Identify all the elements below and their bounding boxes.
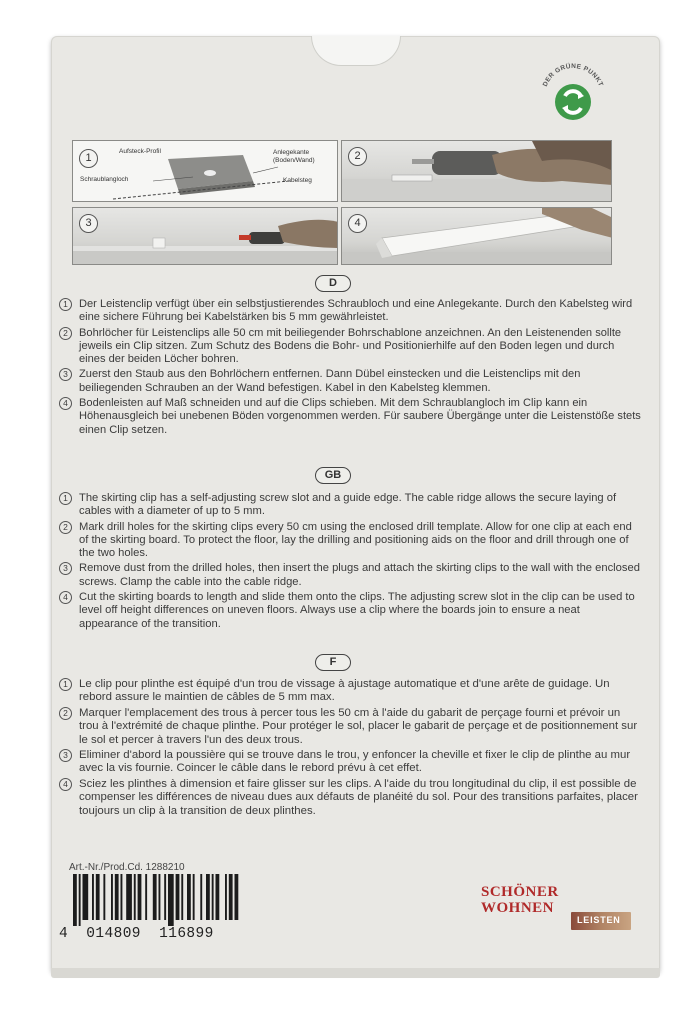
step-number: 2 (59, 521, 72, 534)
instruction-step (59, 298, 641, 325)
barcode (59, 874, 239, 942)
barcode-bar (164, 874, 166, 920)
step-number: 1 (59, 492, 72, 505)
barcode-digits: 4 014809 116899 (59, 926, 214, 942)
step-number: 3 (59, 749, 72, 762)
barcode-bar (206, 874, 210, 920)
step-text: Le clip pour plinthe est équipé d'un trou de vissage à ajustage automatique et d'une arête de guidage. Un rebord assure le maintien de câbles de 5 mm max. (79, 678, 610, 704)
barcode-bar (181, 874, 183, 920)
step-number: 4 (59, 397, 72, 410)
barcode-bars (59, 874, 239, 926)
barcode-bar (111, 874, 113, 920)
step-text: Eliminer d'abord la poussière qui se trouve dans le trou, y enfoncer la cheville et fixer le clip de plinthe au mur avec la vis fournie. Coincer le câble dans le rebord prévu à cet effet. (79, 749, 631, 775)
step-number: 2 (348, 147, 367, 166)
step-text: Remove dust from the drilled holes, then insert the plugs and attach the skirting clips to the wall with the enclosed screws. Clamp the cable into the cable ridge. (79, 562, 640, 588)
skirting-photo (342, 208, 612, 265)
package-back (51, 36, 660, 972)
instruction-step (59, 778, 641, 818)
instruction-step (59, 368, 641, 395)
step-text: Bodenleisten auf Maß schneiden und auf die Clips schieben. Mit dem Schraublangloch im Clip kann ein Höhenausgleich bei unebenen Böden vorgenommen werden. Für saubere Übergänge unter die Leistenstöße stets einen Clip setzen. (79, 397, 641, 436)
step-text: Der Leistenclip verfügt über ein selbstjustierendes Schraubloch und eine Anlegekante. Durch den Kabelsteg wird eine sichere Führung bei Kabelstärken bis 5 mm gewährleistet. (79, 298, 633, 324)
barcode-bar (145, 874, 147, 920)
barcode-bar (225, 874, 227, 920)
instruction-step (59, 562, 641, 589)
instruction-step (59, 707, 641, 747)
step-number: 2 (59, 707, 72, 720)
barcode-bar (187, 874, 191, 920)
barcode-bar (115, 874, 119, 920)
label-schraublangloch: Schraublangloch (80, 176, 129, 183)
step-number: 1 (59, 678, 72, 691)
step-text: Mark drill holes for the skirting clips every 50 cm using the enclosed drill template. Allow for one clip at each end of the skirting board. To protect the floor, lay the drilling and positioning aids on the floor and drill through one of the two holes. (79, 520, 632, 560)
language-badge-de: D (315, 275, 351, 292)
drilling-photo (342, 141, 612, 202)
label-anlegekante-sub: (Boden/Wand) (273, 157, 315, 164)
language-badge-gb: GB (315, 467, 351, 484)
barcode-bar (73, 874, 77, 926)
barcode-bar (126, 874, 132, 920)
barcode-bar (138, 874, 142, 920)
barcode-bar (176, 874, 180, 920)
instruction-step (59, 327, 641, 367)
instruction-step (59, 397, 641, 437)
step-text: Sciez les plinthes à dimension et faire glisser sur les clips. A l'aide du trou longitudinal du clip, il est possible de compenser les différences de niveau dues aux défauts de planéité du sol. Pour des transitions parfaites, placer toujours un clip à la transition de deux plinthes. (79, 777, 638, 817)
label-anlegekante: Anlegekante (273, 149, 310, 156)
step-number: 4 (348, 214, 367, 233)
barcode-bar (200, 874, 202, 920)
brand-logo (481, 884, 641, 934)
svg-text:DER GRÜNE PUNKT: DER GRÜNE PUNKT (541, 62, 605, 88)
instruction-step (59, 492, 641, 519)
step-number: 2 (59, 327, 72, 340)
barcode-bar (134, 874, 136, 920)
brand-tag (571, 912, 631, 930)
step-number: 4 (59, 778, 72, 791)
barcode-bar (216, 874, 220, 920)
step-number: 1 (79, 149, 98, 168)
barcode-bar (103, 874, 105, 920)
instruction-step (59, 591, 641, 631)
barcode-bar (83, 874, 89, 920)
brand-tag-text: LEISTEN (577, 915, 621, 925)
barcode-bar (193, 874, 195, 920)
language-badge-fr: F (315, 654, 351, 671)
article-number: Art.-Nr./Prod.Cd. 1288210 (69, 862, 185, 873)
barcode-bar (229, 874, 233, 920)
barcode-bar (168, 874, 174, 926)
step-number: 3 (59, 562, 72, 575)
barcode-bar (121, 874, 123, 920)
instruction-step (59, 521, 641, 561)
step-number: 1 (59, 298, 72, 311)
barcode-bar (96, 874, 100, 920)
illustration-4 (341, 207, 612, 265)
label-profil: Aufsteck-Profil (119, 148, 161, 155)
barcode-bar (159, 874, 161, 920)
screwing-photo (73, 208, 338, 265)
barcode-bar (153, 874, 157, 920)
instructions-gb (59, 492, 641, 633)
barcode-bar (212, 874, 214, 920)
step-number: 4 (59, 591, 72, 604)
label-kabelsteg: Kabelsteg (283, 177, 312, 184)
step-text: Bohrlöcher für Leistenclips alle 50 cm mit beiliegender Bohrschablone anzeichnen. An den Leistenenden sollte jeweils ein Clip sitzen. Zum Schutz des Bodens die Bohr- und Positionierhilfe auf den Boden legen und durch eines der beiden Löcher bohren. (79, 326, 622, 366)
illustration-2 (341, 140, 612, 202)
illustration-1 (72, 140, 338, 202)
step-text: Marquer l'emplacement des trous à percer tous les 50 cm à l'aide du gabarit de perçage fourni et prévoir un trou à l'extrémité de chaque plinthe. Pour protéger le sol, placer le gabarit de perçage et de positionnement sur le sol et percer à travers l'un des deux trous. (79, 706, 638, 746)
hang-hole (311, 36, 401, 66)
step-number: 3 (79, 214, 98, 233)
step-number: 3 (59, 368, 72, 381)
step-text: Zuerst den Staub aus den Bohrlöchern entfernen. Dann Dübel einstecken und die Leistenclips mit den beiliegenden Schrauben an der Wand befestigen. Kabel in den Kabelsteg klemmen. (79, 368, 581, 394)
step-text: The skirting clip has a self-adjusting screw slot and a guide edge. The cable ridge allows the secure laying of cables with a diameter of up to 5 mm. (79, 492, 617, 518)
instructions-de (59, 298, 641, 439)
barcode-bar (79, 874, 81, 926)
barcode-bar (92, 874, 94, 920)
instruction-step (59, 749, 641, 776)
illustration-3 (72, 207, 338, 265)
instructions-fr (59, 678, 641, 820)
instruction-step (59, 678, 641, 705)
brand-line-2: WOHNEN (481, 900, 555, 916)
brand-line-1: SCHÖNER (481, 884, 559, 900)
barcode-bar (235, 874, 239, 920)
gruener-punkt-logo (535, 58, 611, 134)
step-text: Cut the skirting boards to length and slide them onto the clips. The adjusting screw slot in the clip can be used to level off height differences on uneven floors. Always use a clip where the boards join to ensure a neat appearance of the transition. (79, 591, 635, 630)
